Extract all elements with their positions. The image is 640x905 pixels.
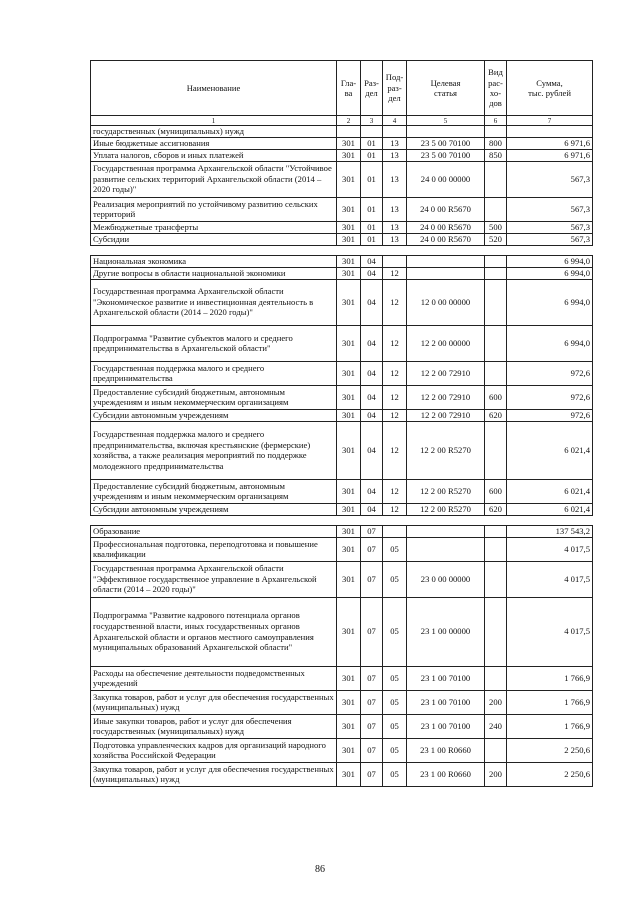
table-cell-razdel: 04 (361, 385, 383, 409)
table-row (91, 714, 593, 738)
table-cell-razdel: 07 (361, 738, 383, 762)
table-cell-vid: 620 (485, 409, 507, 421)
table-cell-vid (485, 361, 507, 385)
table-cell-glava: 301 (337, 137, 361, 149)
spacer-cell (91, 515, 337, 525)
table-row (91, 197, 593, 221)
table-cell-summa: 2 250,6 (507, 738, 593, 762)
table-cell-podrazdel: 05 (383, 597, 407, 666)
table-cell-glava: 301 (337, 479, 361, 503)
table-cell-podrazdel: 13 (383, 149, 407, 161)
table-cell-podrazdel: 12 (383, 267, 407, 279)
table-cell-summa: 567,3 (507, 161, 593, 197)
spacer-cell (361, 515, 383, 525)
table-cell-summa: 6 021,4 (507, 503, 593, 515)
table-cell-name: Государственная поддержка малого и среднего предпринимательства, включая крестьянские (фермерские) хозяйства, а также реализация мероприятий по поддержке молодежного предпринимательства (91, 421, 337, 479)
table-cell-podrazdel: 12 (383, 409, 407, 421)
page-number: 86 (315, 864, 325, 875)
table-cell-summa: 1 766,9 (507, 714, 593, 738)
table-cell-podrazdel: 12 (383, 503, 407, 515)
table-cell-podrazdel: 05 (383, 738, 407, 762)
table-cell-vid (485, 126, 507, 138)
spacer-cell (337, 515, 361, 525)
header-statya: Целевая статья (407, 61, 485, 116)
table-cell-razdel: 07 (361, 537, 383, 561)
table-cell-statya: 12 2 00 72910 (407, 361, 485, 385)
table-cell-razdel: 01 (361, 137, 383, 149)
table-row (91, 233, 593, 245)
table-row (91, 525, 593, 537)
table-cell-podrazdel: 05 (383, 666, 407, 690)
table-cell-glava: 301 (337, 409, 361, 421)
table-cell-summa (507, 126, 593, 138)
table-cell-vid: 240 (485, 714, 507, 738)
table-cell-statya: 23 1 00 70100 (407, 690, 485, 714)
table-cell-razdel: 04 (361, 279, 383, 325)
table-cell-podrazdel: 12 (383, 361, 407, 385)
table-cell-podrazdel: 13 (383, 233, 407, 245)
table-cell-name: Государственная поддержка малого и среднего предпринимательства (91, 361, 337, 385)
table-cell-statya: 23 1 00 R0660 (407, 762, 485, 786)
table-cell-name: Подготовка управленческих кадров для организаций народного хозяйства Российской Федерации (91, 738, 337, 762)
table-cell-razdel: 04 (361, 479, 383, 503)
table-cell-name: Иные закупки товаров, работ и услуг для обеспечения государственных (муниципальных) нужд (91, 714, 337, 738)
table-cell-vid (485, 525, 507, 537)
table-cell-vid: 850 (485, 149, 507, 161)
table-cell-summa: 567,3 (507, 221, 593, 233)
column-numbers-row (91, 116, 593, 126)
table-cell-vid (485, 325, 507, 361)
table-row (91, 597, 593, 666)
spacer-cell (485, 245, 507, 255)
table-cell-podrazdel: 12 (383, 421, 407, 479)
table-cell-summa: 972,6 (507, 409, 593, 421)
table-cell-statya: 12 2 00 R5270 (407, 479, 485, 503)
table-cell-statya: 23 0 00 00000 (407, 561, 485, 597)
table-cell-summa: 1 766,9 (507, 690, 593, 714)
table-row (91, 325, 593, 361)
table-cell-podrazdel: 12 (383, 279, 407, 325)
table-cell-statya (407, 255, 485, 267)
table-cell-razdel: 04 (361, 409, 383, 421)
table-cell-glava: 301 (337, 714, 361, 738)
spacer-cell (91, 245, 337, 255)
spacer-cell (507, 245, 593, 255)
spacer-cell (383, 245, 407, 255)
table-row (91, 221, 593, 233)
spacer-cell (485, 515, 507, 525)
table-cell-vid (485, 738, 507, 762)
table-cell-glava: 301 (337, 221, 361, 233)
table-cell-glava: 301 (337, 161, 361, 197)
table-cell-summa: 972,6 (507, 385, 593, 409)
table-cell-razdel: 07 (361, 666, 383, 690)
table-cell-name: Закупка товаров, работ и услуг для обеспечения государственных (муниципальных) нужд (91, 762, 337, 786)
table-cell-summa: 6 994,0 (507, 325, 593, 361)
table-cell-glava: 301 (337, 325, 361, 361)
table-cell-name: Государственная программа Архангельской области "Экономическое развитие и инвестиционная деятельность в Архангельской области (2014 – 2020 годы)" (91, 279, 337, 325)
table-cell-vid: 520 (485, 233, 507, 245)
col-number: 5 (407, 116, 485, 126)
table-cell-razdel: 01 (361, 197, 383, 221)
table-cell-statya: 23 1 00 R0660 (407, 738, 485, 762)
table-cell-name: Закупка товаров, работ и услуг для обеспечения государственных (муниципальных) нужд (91, 690, 337, 714)
table-cell-summa: 4 017,5 (507, 561, 593, 597)
table-cell-name: Субсидии автономным учреждениям (91, 409, 337, 421)
table-cell-statya: 24 0 00 00000 (407, 161, 485, 197)
table-cell-glava: 301 (337, 503, 361, 515)
header-name: Наименование (91, 61, 337, 116)
table-cell-razdel: 07 (361, 525, 383, 537)
table-row (91, 137, 593, 149)
table-cell-statya: 12 2 00 R5270 (407, 503, 485, 515)
table-cell-statya (407, 525, 485, 537)
table-cell-vid (485, 597, 507, 666)
table-cell-podrazdel: 05 (383, 714, 407, 738)
header-summa: Сумма, тыс. рублей (507, 61, 593, 116)
table-cell-name: Национальная экономика (91, 255, 337, 267)
table-cell-glava: 301 (337, 267, 361, 279)
table-cell-glava: 301 (337, 690, 361, 714)
table-cell-name: Подпрограмма "Развитие субъектов малого и среднего предпринимательства в Архангельской области" (91, 325, 337, 361)
table-cell-glava: 301 (337, 738, 361, 762)
spacer-cell (383, 515, 407, 525)
table-cell-name: Подпрограмма "Развитие кадрового потенциала органов государственной власти, иных государственных органов Архангельской области и органов местного самоуправления муниципальных образований Архангельской области" (91, 597, 337, 666)
table-cell-statya: 12 2 00 R5270 (407, 421, 485, 479)
table-cell-glava: 301 (337, 525, 361, 537)
table-row (91, 126, 593, 138)
table-cell-razdel: 04 (361, 361, 383, 385)
table-cell-name: государственных (муниципальных) нужд (91, 126, 337, 138)
header-glava: Гла- ва (337, 61, 361, 116)
table-cell-statya: 12 2 00 72910 (407, 409, 485, 421)
col-number: 7 (507, 116, 593, 126)
col-number: 2 (337, 116, 361, 126)
spacer-cell (407, 245, 485, 255)
table-cell-statya: 23 5 00 70100 (407, 137, 485, 149)
table-cell-glava: 301 (337, 561, 361, 597)
table-cell-vid (485, 537, 507, 561)
table-cell-summa: 6 971,6 (507, 137, 593, 149)
table-cell-summa: 4 017,5 (507, 597, 593, 666)
table-cell-statya: 23 1 00 70100 (407, 714, 485, 738)
table-cell-podrazdel (383, 255, 407, 267)
table-cell-podrazdel: 05 (383, 537, 407, 561)
table-cell-razdel: 04 (361, 255, 383, 267)
budget-table (90, 60, 593, 787)
table-cell-glava: 301 (337, 149, 361, 161)
table-cell-summa: 137 543,2 (507, 525, 593, 537)
table-cell-name: Иные бюджетные ассигнования (91, 137, 337, 149)
table-cell-name: Субсидии (91, 233, 337, 245)
table-cell-razdel: 07 (361, 762, 383, 786)
table-cell-podrazdel: 05 (383, 561, 407, 597)
table-cell-vid: 620 (485, 503, 507, 515)
spacer-cell (407, 515, 485, 525)
table-cell-summa: 1 766,9 (507, 666, 593, 690)
table-cell-name: Профессиональная подготовка, переподготовка и повышение квалификации (91, 537, 337, 561)
table-row (91, 690, 593, 714)
table-cell-glava: 301 (337, 762, 361, 786)
table-cell-vid: 200 (485, 690, 507, 714)
table-cell-razdel: 07 (361, 597, 383, 666)
table-cell-statya: 24 0 00 R5670 (407, 197, 485, 221)
table-cell-vid (485, 421, 507, 479)
table-cell-statya: 23 5 00 70100 (407, 149, 485, 161)
table-row (91, 738, 593, 762)
table-cell-statya: 23 1 00 00000 (407, 597, 485, 666)
table-cell-glava: 301 (337, 666, 361, 690)
table-cell-vid: 500 (485, 221, 507, 233)
table-row (91, 267, 593, 279)
table-cell-summa: 6 994,0 (507, 255, 593, 267)
table-row (91, 421, 593, 479)
table-cell-name: Расходы на обеспечение деятельности подведомственных учреждений (91, 666, 337, 690)
table-row (91, 561, 593, 597)
table-cell-glava: 301 (337, 361, 361, 385)
table-cell-podrazdel: 13 (383, 161, 407, 197)
table-cell-summa: 972,6 (507, 361, 593, 385)
table-cell-vid: 600 (485, 385, 507, 409)
table-cell-razdel: 07 (361, 690, 383, 714)
table-cell-podrazdel: 05 (383, 690, 407, 714)
table-cell-razdel: 04 (361, 421, 383, 479)
table-cell-glava: 301 (337, 421, 361, 479)
table-cell-name: Государственная программа Архангельской области "Устойчивое развитие сельских территорий Архангельской области (2014 – 2020 годы)" (91, 161, 337, 197)
table-row (91, 409, 593, 421)
table-cell-razdel: 01 (361, 233, 383, 245)
table-cell-glava: 301 (337, 385, 361, 409)
table-cell-podrazdel (383, 126, 407, 138)
table-cell-vid (485, 197, 507, 221)
table-cell-razdel: 04 (361, 325, 383, 361)
table-cell-summa: 6 994,0 (507, 267, 593, 279)
table-cell-razdel (361, 126, 383, 138)
table-cell-podrazdel (383, 525, 407, 537)
table-cell-podrazdel: 05 (383, 762, 407, 786)
table-cell-podrazdel: 12 (383, 385, 407, 409)
table-cell-razdel: 07 (361, 561, 383, 597)
table-cell-name: Уплата налогов, сборов и иных платежей (91, 149, 337, 161)
table-cell-summa: 6 994,0 (507, 279, 593, 325)
table-cell-summa: 2 250,6 (507, 762, 593, 786)
table-cell-razdel: 01 (361, 161, 383, 197)
table-row (91, 666, 593, 690)
table-cell-vid (485, 267, 507, 279)
table-cell-glava: 301 (337, 537, 361, 561)
table-cell-statya: 12 2 00 72910 (407, 385, 485, 409)
table-cell-name: Предоставление субсидий бюджетным, автономным учреждениям и иным некоммерческим организациям (91, 385, 337, 409)
table-cell-glava (337, 126, 361, 138)
table-spacer-row (91, 245, 593, 255)
table-cell-glava: 301 (337, 233, 361, 245)
table-cell-podrazdel: 13 (383, 197, 407, 221)
table-cell-glava: 301 (337, 279, 361, 325)
table-cell-statya (407, 537, 485, 561)
table-spacer-row (91, 515, 593, 525)
table-cell-summa: 4 017,5 (507, 537, 593, 561)
header-podrazdel: Под- раз- дел (383, 61, 407, 116)
table-cell-podrazdel: 12 (383, 325, 407, 361)
spacer-cell (337, 245, 361, 255)
table-row (91, 279, 593, 325)
table-cell-name: Субсидии автономным учреждениям (91, 503, 337, 515)
table-cell-statya: 12 0 00 00000 (407, 279, 485, 325)
col-number: 4 (383, 116, 407, 126)
table-cell-vid: 800 (485, 137, 507, 149)
table-cell-glava: 301 (337, 197, 361, 221)
table-cell-vid (485, 161, 507, 197)
table-cell-podrazdel: 13 (383, 221, 407, 233)
table-cell-vid (485, 255, 507, 267)
col-number: 6 (485, 116, 507, 126)
table-cell-statya: 23 1 00 70100 (407, 666, 485, 690)
table-cell-vid (485, 279, 507, 325)
table-row (91, 503, 593, 515)
table-cell-name: Межбюджетные трансферты (91, 221, 337, 233)
table-cell-name: Образование (91, 525, 337, 537)
table-row (91, 255, 593, 267)
header-vid: Вид рас- хо- дов (485, 61, 507, 116)
table-row (91, 161, 593, 197)
table-cell-name: Предоставление субсидий бюджетным, автономным учреждениям и иным некоммерческим организациям (91, 479, 337, 503)
table-cell-name: Другие вопросы в области национальной экономики (91, 267, 337, 279)
col-number: 3 (361, 116, 383, 126)
table-cell-podrazdel: 13 (383, 137, 407, 149)
table-cell-glava: 301 (337, 255, 361, 267)
table-cell-vid: 200 (485, 762, 507, 786)
table-cell-glava: 301 (337, 597, 361, 666)
table-row (91, 537, 593, 561)
table-cell-razdel: 07 (361, 714, 383, 738)
table-cell-summa: 567,3 (507, 197, 593, 221)
table-row (91, 479, 593, 503)
table-cell-summa: 6 021,4 (507, 421, 593, 479)
spacer-cell (507, 515, 593, 525)
table-cell-vid: 600 (485, 479, 507, 503)
table-row (91, 361, 593, 385)
header-razdel: Раз- дел (361, 61, 383, 116)
table-header-row (91, 61, 593, 116)
table-cell-name: Реализация мероприятий по устойчивому развитию сельских территорий (91, 197, 337, 221)
table-row (91, 149, 593, 161)
table-cell-summa: 6 021,4 (507, 479, 593, 503)
table-body (91, 126, 593, 787)
table-cell-podrazdel: 12 (383, 479, 407, 503)
table-cell-name: Государственная программа Архангельской области "Эффективное государственное управление в Архангельской области (2014 – 2020 годы)" (91, 561, 337, 597)
table-row (91, 762, 593, 786)
table-cell-razdel: 04 (361, 267, 383, 279)
table-cell-summa: 567,3 (507, 233, 593, 245)
table-cell-statya: 24 0 00 R5670 (407, 233, 485, 245)
table-cell-vid (485, 561, 507, 597)
table-cell-summa: 6 971,6 (507, 149, 593, 161)
table-cell-razdel: 01 (361, 221, 383, 233)
table-cell-statya: 24 0 00 R5670 (407, 221, 485, 233)
table-cell-razdel: 01 (361, 149, 383, 161)
spacer-cell (361, 245, 383, 255)
col-number: 1 (91, 116, 337, 126)
table-cell-statya: 12 2 00 00000 (407, 325, 485, 361)
table-row (91, 385, 593, 409)
table-cell-statya (407, 267, 485, 279)
table-cell-razdel: 04 (361, 503, 383, 515)
table-cell-statya (407, 126, 485, 138)
table-cell-vid (485, 666, 507, 690)
